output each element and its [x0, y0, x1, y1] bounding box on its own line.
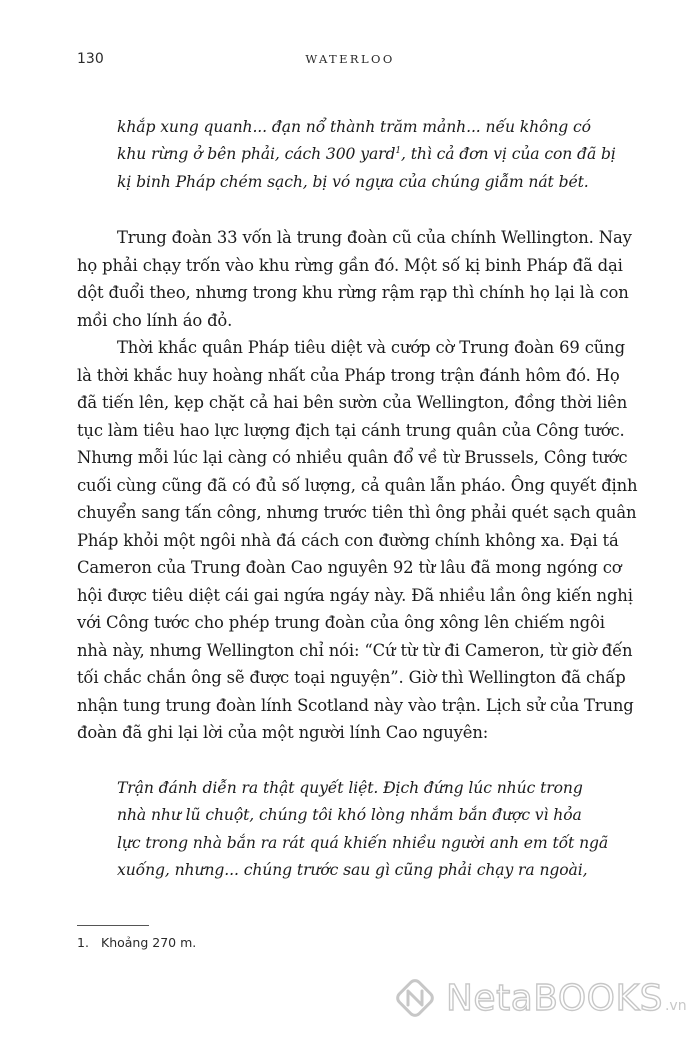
footnote-divider	[77, 925, 149, 926]
quote-block-bottom	[117, 775, 637, 885]
page-number: 130	[77, 51, 104, 67]
paragraph-line: Cameron của Trung đoàn Cao nguyên 92 từ lâu đã mong ngóng cơ	[77, 558, 622, 577]
quote-block-top	[117, 114, 637, 196]
quote-line-text: , thì cả đơn vị của con đã bị	[401, 145, 616, 164]
paragraph-line: tục làm tiêu hao lực lượng địch tại cánh trung quân của Công tước.	[77, 420, 625, 440]
netabooks-logo-icon	[392, 975, 438, 1021]
paragraph-line: họ phải chạy trốn vào khu rừng gần đó. Một số kị binh Pháp đã dại	[77, 255, 623, 275]
paragraph-line: Trung đoàn 33 vốn là trung đoàn cũ của chính Wellington. Nay	[117, 228, 632, 247]
quote-line	[117, 141, 637, 168]
footnote	[77, 935, 196, 950]
watermark	[392, 968, 692, 1028]
quote-line: lực trong nhà bắn ra rát quá khiến nhiều người anh em tốt ngã	[117, 833, 609, 852]
quote-line: Trận đánh diễn ra thật quyết liệt. Địch đứng lúc nhúc trong	[117, 779, 583, 797]
paragraph-line: cuối cùng cũng đã có đủ số lượng, cả quân lẫn pháo. Ông quyết định	[77, 475, 638, 495]
paragraph-line: là thời khắc huy hoàng nhất của Pháp trong trận đánh hôm đó. Họ	[77, 365, 620, 385]
watermark-suffix: .vn	[664, 998, 687, 1014]
quote-line: nhà như lũ chuột, chúng tôi khó lòng nhắm bắn được vì hỏa	[117, 806, 582, 825]
watermark-brand: NetaBOOKS	[446, 977, 663, 1019]
paragraph-line: hội được tiêu diệt cái gai ngứa ngáy này. Đã nhiều lần ông kiến nghị	[77, 585, 633, 605]
paragraph-line: Nhưng mỗi lúc lại càng có nhiều quân đổ về từ Brussels, Công tước	[77, 448, 628, 467]
quote-line-text: khu rừng ở bên phải, cách 300 yard	[117, 145, 396, 164]
footnote-number: 1.	[77, 935, 89, 950]
paragraph-line: nhận tung trung đoàn lính Scotland này vào trận. Lịch sử của Trung	[77, 695, 634, 715]
paragraph-line: đã tiến lên, kẹp chặt cả hai bên sườn của Wellington, đồng thời liên	[77, 393, 628, 412]
body-text	[77, 224, 647, 747]
paragraph-line: Pháp khỏi một ngôi nhà đá cách con đường chính không xa. Đại tá	[77, 530, 619, 550]
paragraph-line: với Công tước cho phép trung đoàn của ông xông lên chiếm ngôi	[77, 613, 605, 632]
quote-line: kị binh Pháp chém sạch, bị vó ngựa của chúng giẫm nát bét.	[117, 172, 589, 191]
paragraph-line: đoàn đã ghi lại lời của một người lính Cao nguyên:	[77, 723, 489, 742]
quote-line: xuống, nhưng... chúng trước sau gì cũng phải chạy ra ngoài,	[117, 861, 588, 880]
paragraph-line: Thời khắc quân Pháp tiêu diệt và cướp cờ Trung đoàn 69 cũng	[117, 338, 625, 357]
quote-line: khắp xung quanh... đạn nổ thành trăm mảnh... nếu không có	[117, 118, 591, 136]
paragraph-line: nhà này, nhưng Wellington chỉ nói: “Cứ từ từ đi Cameron, từ giờ đến	[77, 640, 633, 660]
paragraph-line: tối chắc chắn ông sẽ được toại nguyện”. Giờ thì Wellington đã chấp	[77, 668, 626, 687]
footnote-text: Khoảng 270 m.	[101, 935, 197, 950]
paragraph-line: chuyển sang tấn công, nhưng trước tiên thì ông phải quét sạch quân	[77, 503, 637, 522]
paragraph-line: dột đuổi theo, nhưng trong khu rừng rậm rạp thì chính họ lại là con	[77, 283, 629, 302]
running-title: WATERLOO	[305, 52, 395, 66]
footnote-reference[interactable]: 1	[395, 146, 402, 157]
paragraph-line: mồi cho lính áo đỏ.	[77, 310, 233, 330]
